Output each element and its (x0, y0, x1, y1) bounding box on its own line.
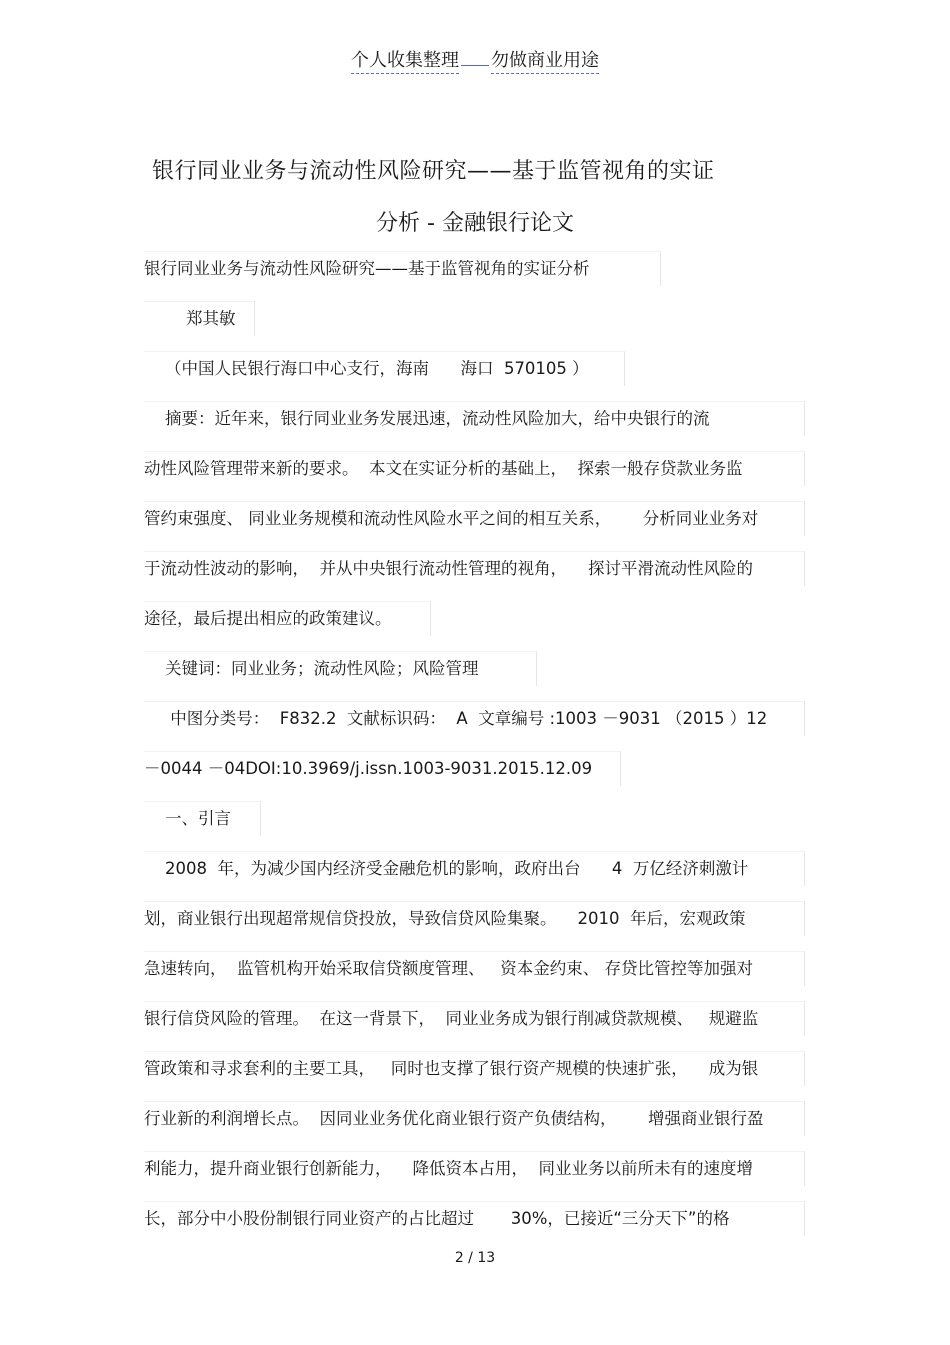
document-title-line-2: 分析 - 金融银行论文 (376, 211, 574, 236)
header-divider (461, 65, 489, 66)
text-line: 划，商业银行出现超常规信贷投放，导致信贷风险集聚。 2010 年后，宏观政策 (144, 901, 805, 936)
affiliation-line: （中国人民银行海口中心支行，海南 海口 570105 ） (144, 351, 625, 386)
text-line: 动性风险管理带来新的要求。 本文在实证分析的基础上， 探索一般存贷款业务监 (144, 451, 805, 486)
header-left-text: 个人收集整理 (351, 50, 459, 74)
classification-line: 中图分类号： F832.2 文献标识码： A 文章编号 :1003 －9031 （2015 ）12 (144, 701, 805, 736)
text-line: 急速转向， 监管机构开始采取信贷额度管理、 资本金约束、 存贷比管控等加强对 (144, 951, 805, 986)
page-number: 2 / 13 (454, 1250, 496, 1266)
keywords-line: 关键词：同业业务；流动性风险；风险管理 (144, 651, 537, 686)
text-line: 行业新的利润增长点。 因同业业务优化商业银行资产负债结构， 增强商业银行盈 (144, 1101, 805, 1136)
text-line: 利能力，提升商业银行创新能力， 降低资本占用， 同业业务以前所未有的速度增 (144, 1151, 805, 1186)
text-line: 管政策和寻求套利的主要工具， 同时也支撑了银行资产规模的快速扩张， 成为银 (144, 1051, 805, 1086)
text-line: 管约束强度、 同业业务规模和流动性风险水平之间的相互关系， 分析同业业务对 (144, 501, 805, 536)
text-line: 途径，最后提出相应的政策建议。 (144, 601, 431, 636)
section-heading: 一、引言 (144, 801, 261, 836)
text-line: 摘要：近年来，银行同业业务发展迅速，流动性风险加大，给中央银行的流 (144, 401, 805, 436)
text-line: 长，部分中小股份制银行同业资产的占比超过 30%，已接近“三分天下”的格 (144, 1201, 805, 1236)
text-line: 于流动性波动的影响， 并从中央银行流动性管理的视角， 探讨平滑流动性风险的 (144, 551, 805, 586)
page-header (0, 46, 950, 72)
text-line: 银行同业业务与流动性风险研究——基于监管视角的实证分析 (144, 251, 661, 286)
doi-line: －0044 －04DOI:10.3969/j.issn.1003-9031.2015.12.09 (144, 751, 621, 786)
text-line: 银行信贷风险的管理。 在这一背景下， 同业业务成为银行削减贷款规模、 规避监 (144, 1001, 805, 1036)
document-title-line-1: 银行同业业务与流动性风险研究——基于监管视角的实证 (152, 159, 715, 184)
header-right-text: 勿做商业用途 (491, 50, 599, 74)
text-line: 2008 年，为减少国内经济受金融危机的影响，政府出台 4 万亿经济刺激计 (144, 851, 805, 886)
author-line: 郑其敏 (144, 301, 255, 336)
